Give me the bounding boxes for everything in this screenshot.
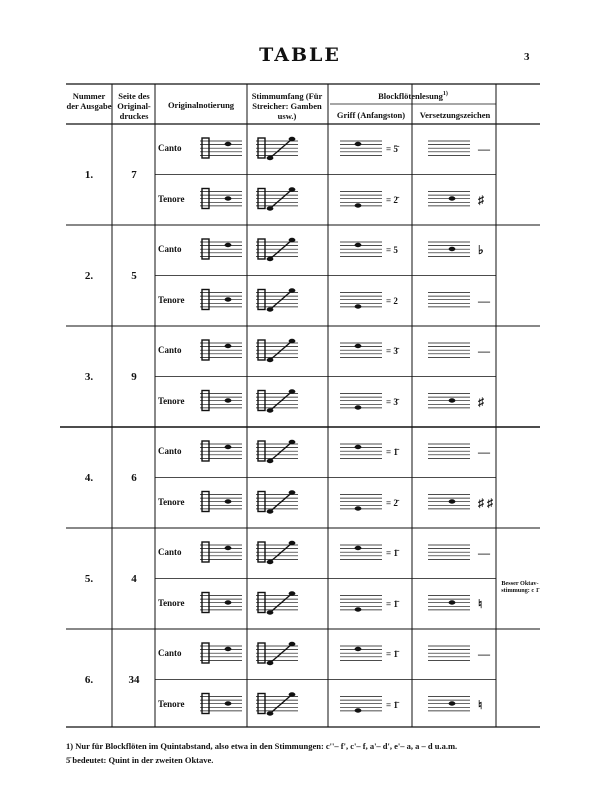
row-number: 4. xyxy=(84,472,94,484)
voice-name: Canto xyxy=(158,345,182,355)
accidental-sign: — xyxy=(478,344,490,358)
accidental-sign: ♮ xyxy=(478,596,483,611)
header-group-sup: 1) xyxy=(442,91,448,97)
fingering-value: = 3̄ xyxy=(386,346,398,356)
range-end-note xyxy=(289,440,296,444)
accidental-sign: ♮ xyxy=(478,697,483,712)
page-number: 3 xyxy=(524,51,530,63)
range-start-note xyxy=(267,408,274,412)
range-start-note xyxy=(267,610,274,614)
sign-note-head xyxy=(449,196,456,200)
range-end-note xyxy=(289,541,296,545)
fingering-value: = 1̄ xyxy=(386,699,398,710)
row-page: 34 xyxy=(128,674,140,686)
range-start-note xyxy=(267,509,274,513)
range-end-note xyxy=(289,591,296,595)
voice-name: Tenore xyxy=(158,597,185,608)
header-fingering: Griff (Anfangston) xyxy=(336,110,406,120)
range-start-note xyxy=(267,711,274,715)
fingering-note-head xyxy=(355,142,362,146)
voice-name: Canto xyxy=(158,648,182,658)
fingering-note-head xyxy=(355,344,362,348)
range-end-note xyxy=(289,238,296,242)
sign-note-head xyxy=(449,701,456,705)
original-note-head xyxy=(225,196,232,200)
side-note: Besser Oktav-stimmung: c 1̄ xyxy=(501,580,539,594)
accidental-sign: ♯ xyxy=(478,192,484,207)
voice-name: Canto xyxy=(158,143,182,153)
range-end-note xyxy=(289,339,296,343)
original-note-head xyxy=(225,297,232,301)
voice-name: Tenore xyxy=(158,193,185,204)
accidental-sign: — xyxy=(478,445,490,459)
voice-name: Canto xyxy=(158,446,182,456)
fingering-value: = 2 xyxy=(386,295,398,306)
range-start-note xyxy=(267,358,274,362)
fingering-note-head xyxy=(355,607,362,611)
range-end-note xyxy=(289,642,296,646)
accidental-sign: ♯ xyxy=(478,394,484,409)
accidental-sign: — xyxy=(478,647,490,661)
fingering-note-head xyxy=(355,243,362,247)
original-note-head xyxy=(225,243,232,247)
row-number: 2. xyxy=(84,270,94,282)
fingering-value: = 5 xyxy=(386,245,398,255)
header-range: Stimmumfang (Für Streicher: Gamben usw.) xyxy=(251,91,323,121)
fingering-value: = 2̄ xyxy=(386,194,398,205)
original-note-head xyxy=(225,600,232,604)
original-note-head xyxy=(225,701,232,705)
row-number: 3. xyxy=(84,371,94,383)
original-note-head xyxy=(225,142,232,146)
row-number: 1. xyxy=(84,169,94,181)
row-page: 6 xyxy=(131,472,137,484)
fingering-note-head xyxy=(355,546,362,550)
accidental-sign: ♭ xyxy=(478,243,484,257)
range-start-note xyxy=(267,257,274,261)
fingering-value: = 1̄ xyxy=(386,598,398,609)
footnote-line-2: 5̄ bedeutet: Quint in der zweiten Oktave. xyxy=(66,755,214,765)
original-note-head xyxy=(225,344,232,348)
range-start-note xyxy=(267,560,274,564)
sign-note-head xyxy=(449,398,456,402)
row-page: 5 xyxy=(131,270,137,282)
voice-name: Tenore xyxy=(158,496,185,507)
range-start-note xyxy=(267,307,274,311)
voice-name: Canto xyxy=(158,244,182,254)
row-number: 6. xyxy=(84,674,94,686)
row-number: 5. xyxy=(84,573,94,585)
fingering-value: = 1̄ xyxy=(386,548,398,558)
header-signs: Versetzungszeichen xyxy=(419,110,491,120)
fingering-value: = 3̄ xyxy=(386,396,398,407)
range-start-note xyxy=(267,459,274,463)
fingering-note-head xyxy=(355,506,362,510)
fingering-value: = 5̄ xyxy=(386,144,398,154)
range-start-note xyxy=(267,661,274,665)
header-number: Nummer der Ausgabe xyxy=(66,91,112,111)
footnote-line-1: 1) Nur für Blockflöten im Quintabstand, also etwa in den Stimmungen: c''– f', c'– f, a'– d', e'– a, a – d u.a.m. xyxy=(66,741,458,751)
range-end-note xyxy=(289,490,296,494)
fingering-value: = 1̄ xyxy=(386,649,398,659)
range-end-note xyxy=(289,692,296,696)
header-original: Originalnotierung xyxy=(167,100,235,110)
range-end-note xyxy=(289,187,296,191)
page-title: TABLE xyxy=(259,44,341,66)
sign-note-head xyxy=(449,247,456,251)
row-page: 7 xyxy=(131,169,137,181)
range-end-note xyxy=(289,137,296,141)
fingering-value: = 2̄ xyxy=(386,497,398,508)
fingering-value: = 1̄ xyxy=(386,447,398,457)
voice-name: Canto xyxy=(158,547,182,557)
original-note-head xyxy=(225,398,232,402)
fingering-note-head xyxy=(355,708,362,712)
original-note-head xyxy=(225,445,232,449)
accidental-sign: ♯ ♯ xyxy=(478,495,493,510)
range-start-note xyxy=(267,156,274,160)
sign-note-head xyxy=(449,499,456,503)
accidental-sign: — xyxy=(478,142,490,156)
accidental-sign: — xyxy=(478,546,490,560)
fingering-note-head xyxy=(355,405,362,409)
header-group-label: Blockflötenlesung xyxy=(378,90,443,101)
fingering-note-head xyxy=(355,445,362,449)
original-note-head xyxy=(225,647,232,651)
sign-note-head xyxy=(449,600,456,604)
accidental-sign: — xyxy=(478,293,490,308)
header-page: Seite des Original-druckes xyxy=(117,91,151,121)
voice-name: Tenore xyxy=(158,294,185,305)
voice-name: Tenore xyxy=(158,395,185,406)
fingering-note-head xyxy=(355,203,362,207)
voice-name: Tenore xyxy=(158,698,185,709)
fingering-note-head xyxy=(355,647,362,651)
original-note-head xyxy=(225,546,232,550)
row-page: 9 xyxy=(131,371,137,383)
row-page: 4 xyxy=(131,573,137,585)
range-end-note xyxy=(289,288,296,292)
fingering-note-head xyxy=(355,304,362,308)
range-start-note xyxy=(267,206,274,210)
original-note-head xyxy=(225,499,232,503)
range-end-note xyxy=(289,389,296,393)
